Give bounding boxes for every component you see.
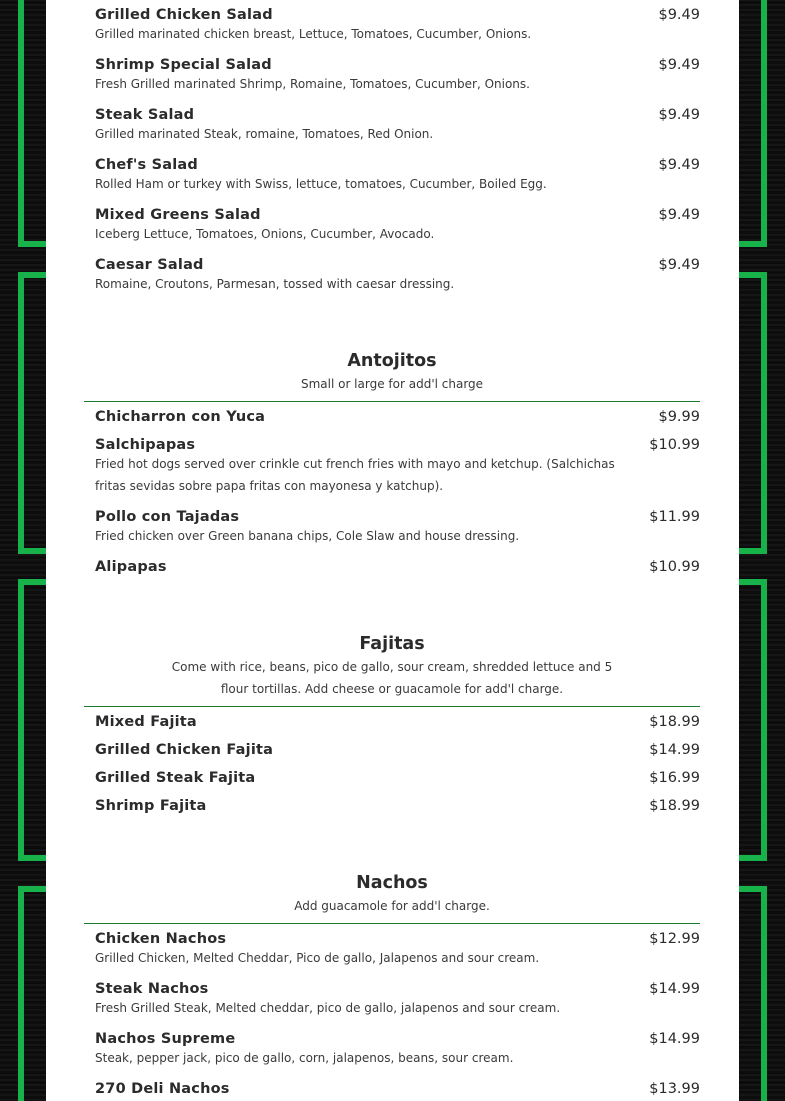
section-title: Fajitas xyxy=(359,634,425,654)
item-name: Chef's Salad xyxy=(95,157,198,173)
menu-item xyxy=(84,436,700,508)
item-price: $13.99 xyxy=(649,1081,700,1097)
item-name: Mixed Fajita xyxy=(95,714,197,730)
item-price: $9.49 xyxy=(658,7,700,23)
section-note: Add guacamole for add'l charge. xyxy=(294,899,490,913)
item-price: $11.99 xyxy=(649,509,700,525)
item-price: $9.49 xyxy=(658,257,700,273)
item-description: Grilled marinated Steak, romaine, Tomatoes, Red Onion. xyxy=(95,127,434,141)
item-price: $9.49 xyxy=(658,157,700,173)
menu-item xyxy=(84,1080,700,1101)
item-name: Chicharron con Yuca xyxy=(95,409,266,425)
item-price: $10.99 xyxy=(649,437,700,453)
item-price: $18.99 xyxy=(649,798,700,814)
menu-item xyxy=(84,6,700,56)
item-name: Shrimp Fajita xyxy=(95,798,207,814)
menu-item xyxy=(84,1030,700,1080)
salads-list xyxy=(84,0,700,306)
section-note: Small or large for add'l charge xyxy=(300,377,484,391)
menu-item xyxy=(84,930,700,980)
item-name: Shrimp Special Salad xyxy=(95,57,272,73)
item-name: Grilled Chicken Fajita xyxy=(95,742,274,758)
section-header-nachos xyxy=(84,873,700,917)
section-header-fajitas xyxy=(84,634,700,700)
item-price: $9.49 xyxy=(658,107,700,123)
item-name: Mixed Greens Salad xyxy=(95,207,261,223)
nachos-list xyxy=(84,924,700,1101)
item-price: $14.99 xyxy=(649,981,700,997)
section-title: Nachos xyxy=(356,873,428,893)
item-price: $9.99 xyxy=(658,409,700,425)
menu-item xyxy=(84,156,700,206)
fajitas-list xyxy=(84,707,700,825)
menu-item xyxy=(84,256,700,306)
item-description: Fresh Grilled marinated Shrimp, Romaine, Tomatoes, Cucumber, Onions. xyxy=(95,77,530,91)
item-description: Steak, pepper jack, pico de gallo, corn, jalapenos, beans, sour cream. xyxy=(95,1051,514,1065)
item-description: Romaine, Croutons, Parmesan, tossed with caesar dressing. xyxy=(95,277,455,291)
item-name: Chicken Nachos xyxy=(95,931,227,947)
menu-item xyxy=(84,713,700,741)
item-description: Fresh Grilled Steak, Melted cheddar, pico de gallo, jalapenos and sour cream. xyxy=(95,1001,561,1015)
antojitos-list xyxy=(84,402,700,586)
menu-item xyxy=(84,558,700,586)
item-description: Iceberg Lettuce, Tomatoes, Onions, Cucumber, Avocado. xyxy=(95,227,435,241)
item-name: Salchipapas xyxy=(95,437,196,453)
section-header-antojitos xyxy=(84,351,700,395)
menu-content xyxy=(84,0,700,1101)
item-price: $16.99 xyxy=(649,770,700,786)
item-name: Pollo con Tajadas xyxy=(95,509,240,525)
item-price: $14.99 xyxy=(649,1031,700,1047)
item-price: $18.99 xyxy=(649,714,700,730)
menu-item xyxy=(84,106,700,156)
item-name: Grilled Steak Fajita xyxy=(95,770,256,786)
item-price: $9.49 xyxy=(658,207,700,223)
menu-item xyxy=(84,980,700,1030)
menu-item xyxy=(84,508,700,558)
item-price: $9.49 xyxy=(658,57,700,73)
menu-panel xyxy=(46,0,739,1101)
menu-item xyxy=(84,741,700,769)
menu-item xyxy=(84,769,700,797)
item-name: Nachos Supreme xyxy=(95,1031,236,1047)
item-price: $10.99 xyxy=(649,559,700,575)
menu-item xyxy=(84,797,700,825)
item-name: 270 Deli Nachos xyxy=(95,1081,230,1097)
section-note: Come with rice, beans, pico de gallo, sour cream, shredded lettuce and 5 flour tortillas. Add cheese or guacamole for add'l charge. xyxy=(171,660,613,696)
item-price: $14.99 xyxy=(649,742,700,758)
item-name: Grilled Chicken Salad xyxy=(95,7,273,23)
item-description: Fried hot dogs served over crinkle cut french fries with mayo and ketchup. (Salchichas fritas sevidas sobre papa fritas con mayonesa y katchup). xyxy=(95,457,615,493)
item-name: Alipapas xyxy=(95,559,167,575)
item-description: Rolled Ham or turkey with Swiss, lettuce, tomatoes, Cucumber, Boiled Egg. xyxy=(95,177,547,191)
item-description: Grilled Chicken, Melted Cheddar, Pico de gallo, Jalapenos and sour cream. xyxy=(95,951,540,965)
menu-item xyxy=(84,206,700,256)
item-name: Steak Nachos xyxy=(95,981,209,997)
item-description: Fried chicken over Green banana chips, Cole Slaw and house dressing. xyxy=(95,529,520,543)
item-price: $12.99 xyxy=(649,931,700,947)
section-title: Antojitos xyxy=(347,351,437,371)
menu-item xyxy=(84,56,700,106)
menu-item xyxy=(84,408,700,436)
item-description: Grilled marinated chicken breast, Lettuce, Tomatoes, Cucumber, Onions. xyxy=(95,27,532,41)
item-name: Caesar Salad xyxy=(95,257,204,273)
item-name: Steak Salad xyxy=(95,107,195,123)
